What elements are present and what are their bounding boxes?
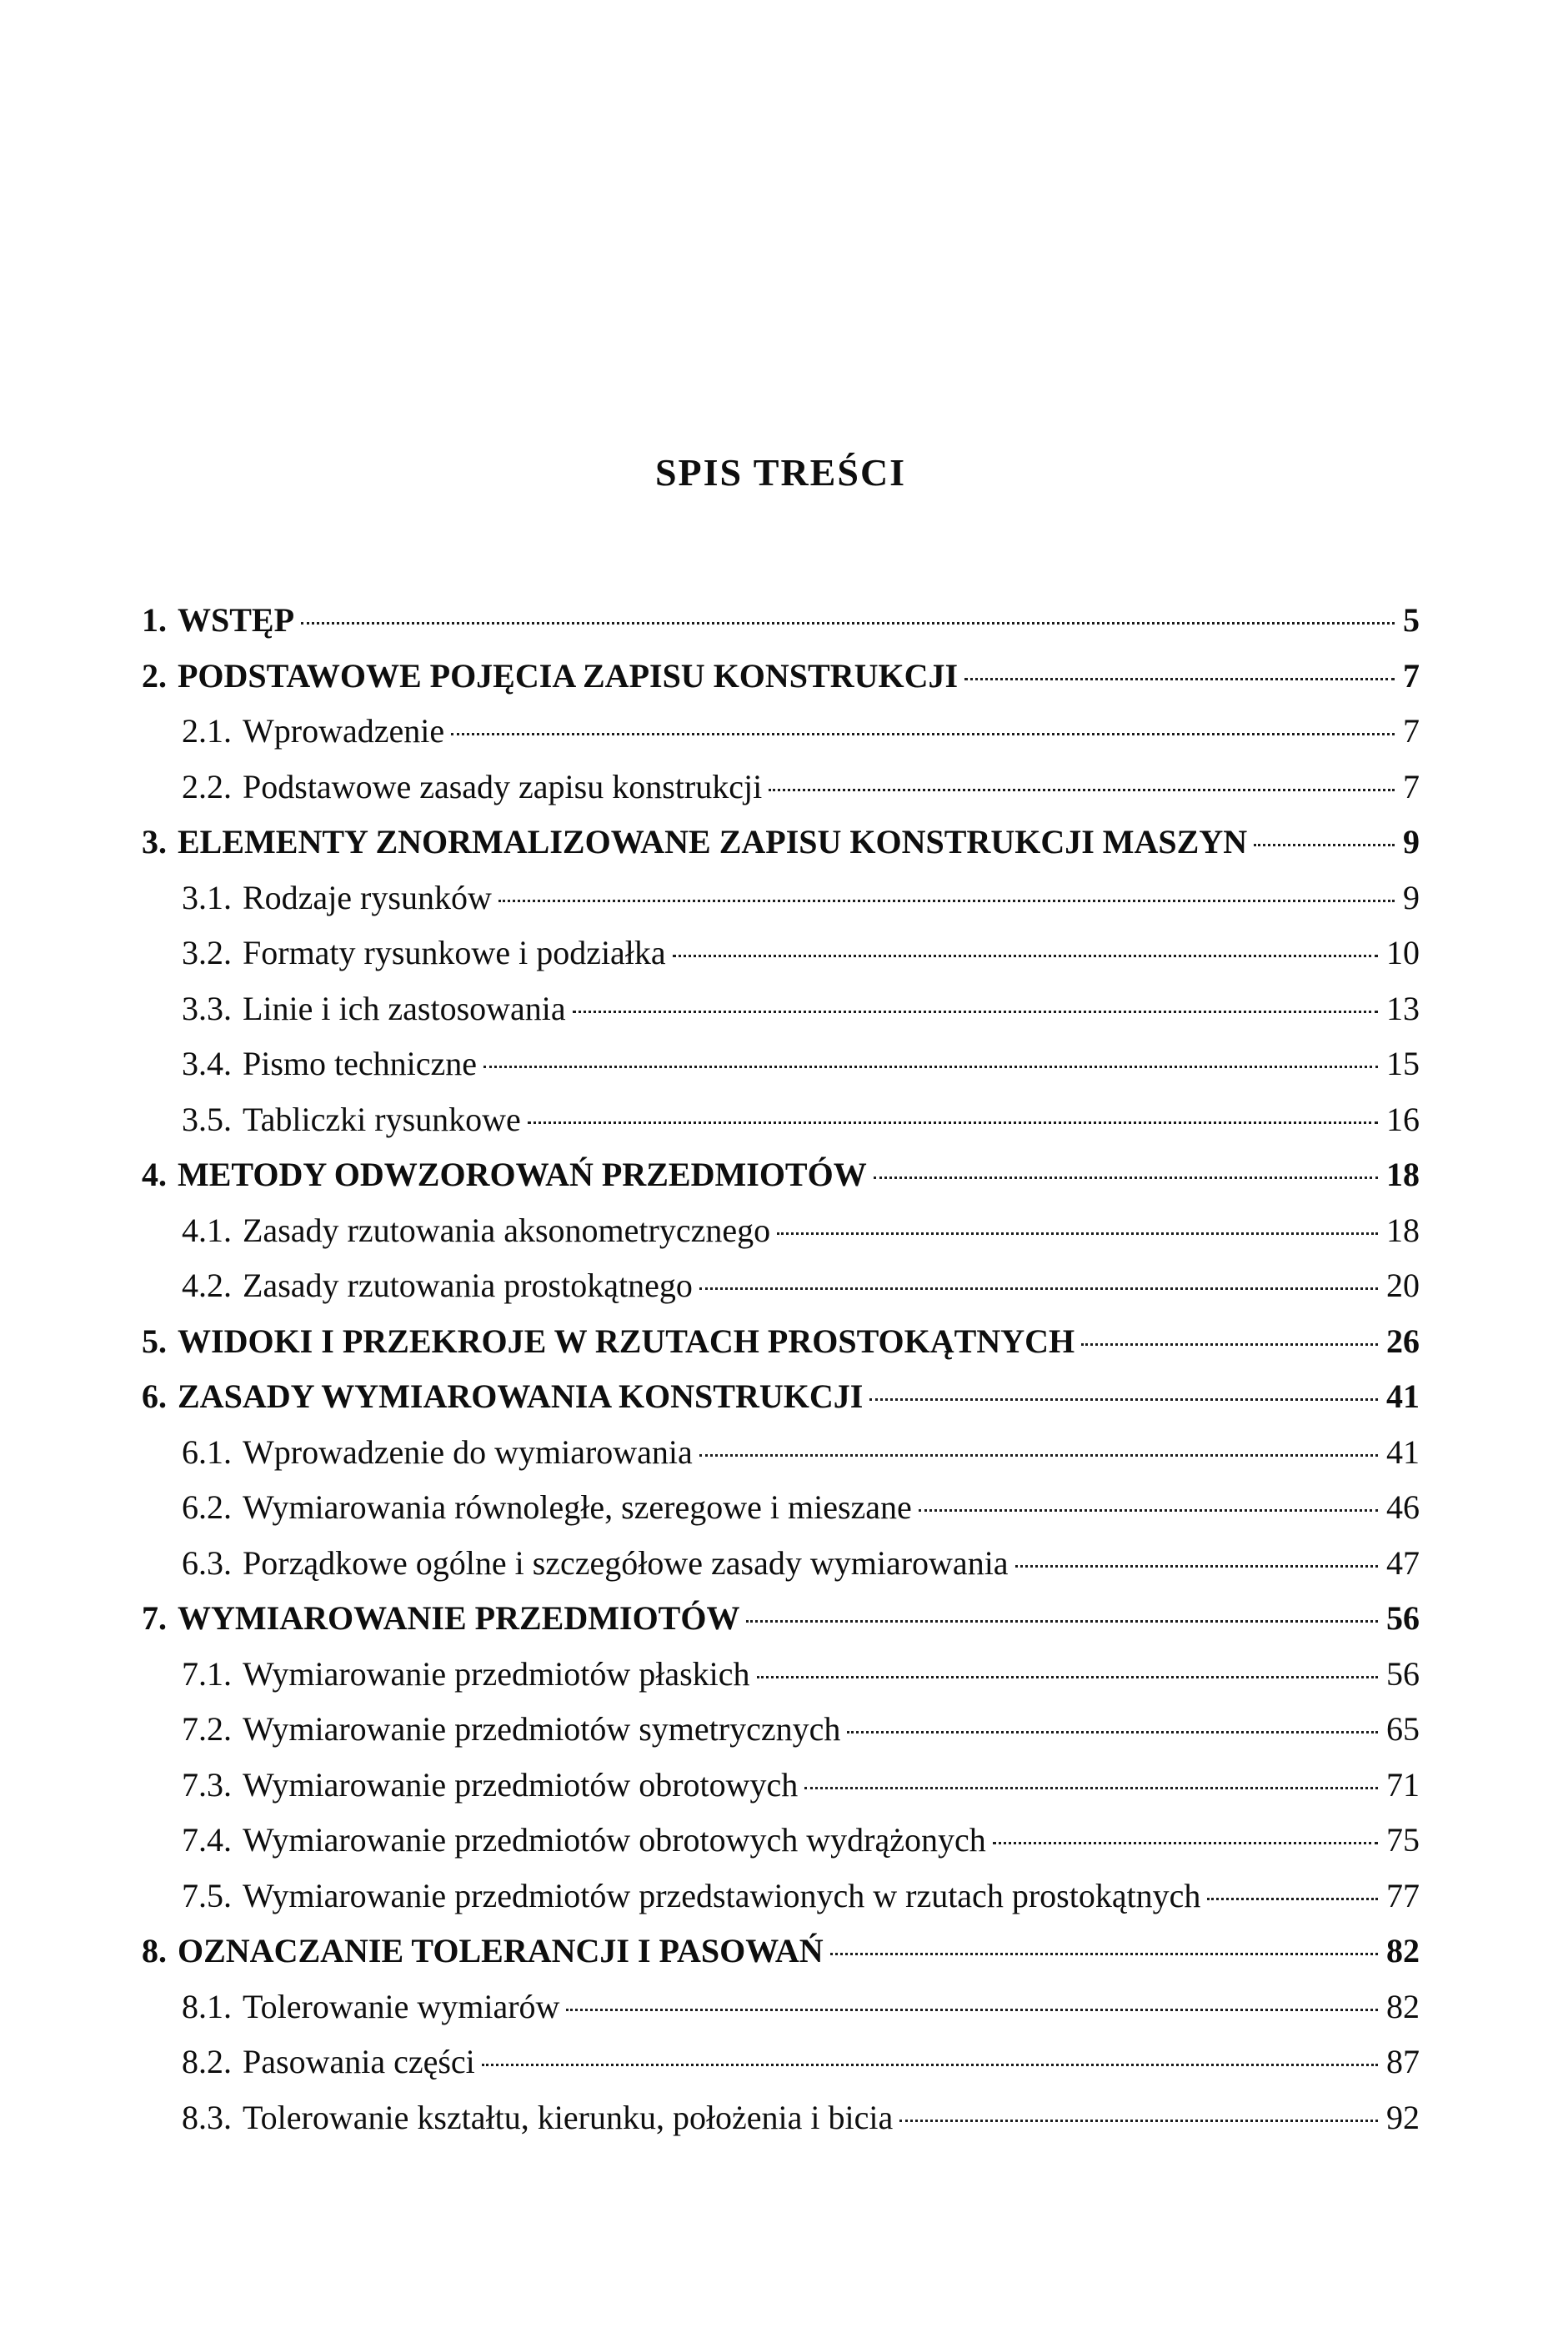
toc-entry	[142, 1147, 1420, 1203]
toc-entry	[142, 981, 1420, 1037]
toc-entry-page: 9	[1403, 878, 1420, 916]
toc-entry	[142, 2034, 1420, 2090]
toc-entry-number: 3.	[142, 823, 167, 860]
toc-entry	[142, 593, 1420, 649]
toc-entry	[142, 1702, 1420, 1758]
toc-entry	[142, 760, 1420, 815]
toc-entry-page: 65	[1386, 1710, 1420, 1748]
toc-entry	[142, 1425, 1420, 1481]
dot-leader	[699, 1287, 1378, 1290]
toc-entry-page: 7	[1403, 656, 1420, 695]
toc-entry-page: 82	[1386, 1987, 1420, 2025]
toc-entry-number: 3.4.	[182, 1045, 232, 1082]
toc-entry-number: 4.1.	[182, 1211, 232, 1249]
toc-entry-title: ELEMENTY ZNORMALIZOWANE ZAPISU KONSTRUKCJI MASZYN	[178, 823, 1248, 860]
toc-entry	[142, 1869, 1420, 1924]
toc-entry-page: 87	[1386, 2043, 1420, 2080]
dot-leader	[673, 955, 1378, 957]
dot-leader	[874, 1177, 1378, 1179]
toc-entry	[142, 1369, 1420, 1425]
toc-entry-number: 8.2.	[182, 2043, 232, 2080]
toc-entry-number: 7.	[142, 1599, 167, 1637]
toc-entry-title: Podstawowe zasady zapisu konstrukcji	[243, 767, 763, 805]
toc-entry-title: WYMIAROWANIE PRZEDMIOTÓW	[178, 1599, 740, 1637]
toc-entry-number: 3.5.	[182, 1100, 232, 1138]
dot-leader	[1015, 1565, 1378, 1568]
toc-entry-number: 7.4.	[182, 1821, 232, 1859]
toc-entry-title: METODY ODWZOROWAŃ PRZEDMIOTÓW	[178, 1156, 867, 1193]
toc-entry-page: 82	[1386, 1932, 1420, 1969]
dot-leader	[869, 1398, 1378, 1401]
toc-entry-title: Wymiarowanie przedmiotów przedstawionych w rzutach prostokątnych	[243, 1876, 1201, 1914]
toc-entry-page: 15	[1386, 1045, 1420, 1082]
toc-entry-number: 4.	[142, 1156, 167, 1193]
toc-entry	[142, 704, 1420, 760]
toc-entry-page: 56	[1386, 1599, 1420, 1637]
toc-entry-number: 8.1.	[182, 1987, 232, 2025]
toc-entry-page: 71	[1386, 1765, 1420, 1804]
toc-entry	[142, 1480, 1420, 1536]
toc-list	[142, 593, 1420, 2145]
toc-entry-number: 6.2.	[182, 1488, 232, 1526]
toc-entry-page: 75	[1386, 1821, 1420, 1859]
toc-entry-number: 7.2.	[182, 1710, 232, 1748]
toc-entry-title: Rodzaje rysunków	[243, 878, 492, 916]
toc-entry-number: 4.2.	[182, 1267, 232, 1304]
toc-entry-page: 47	[1386, 1543, 1420, 1582]
dot-leader	[498, 900, 1395, 902]
dot-leader	[566, 2009, 1378, 2011]
dot-leader	[301, 622, 1395, 625]
toc-entry	[142, 1314, 1420, 1370]
toc-entry-page: 92	[1386, 2098, 1420, 2136]
toc-entry-number: 2.	[142, 656, 167, 695]
dot-leader	[769, 789, 1395, 791]
toc-entry-title: WIDOKI I PRZEKROJE W RZUTACH PROSTOKĄTNYCH	[178, 1322, 1075, 1360]
toc-entry-page: 7	[1403, 767, 1420, 805]
dot-leader	[483, 1066, 1378, 1068]
toc-entry	[142, 1979, 1420, 2035]
toc-entry-title: Formaty rysunkowe i podziałka	[243, 934, 666, 971]
toc-entry-number: 6.1.	[182, 1432, 232, 1471]
toc-entry	[142, 1536, 1420, 1592]
toc-entry-number: 8.	[142, 1932, 167, 1969]
toc-entry-title: Pismo techniczne	[243, 1045, 478, 1082]
toc-entry	[142, 1258, 1420, 1314]
toc-entry-page: 56	[1386, 1654, 1420, 1693]
toc-entry-number: 6.	[142, 1377, 167, 1415]
page-title: SPIS TREŚCI	[654, 451, 907, 494]
toc-entry-page: 77	[1386, 1876, 1420, 1914]
toc-entry	[142, 649, 1420, 705]
toc-entry-page: 7	[1403, 712, 1420, 750]
toc-entry	[142, 815, 1420, 870]
toc-entry-number: 1.	[142, 601, 167, 639]
toc-entry	[142, 870, 1420, 926]
dot-leader	[528, 1121, 1378, 1124]
toc-entry-title: Wprowadzenie do wymiarowania	[243, 1432, 693, 1471]
toc-entry-number: 3.1.	[182, 878, 232, 916]
toc-entry-number: 7.5.	[182, 1876, 232, 1914]
toc-entry-title: Zasady rzutowania prostokątnego	[243, 1267, 693, 1304]
dot-leader	[757, 1676, 1378, 1678]
dot-leader	[964, 678, 1395, 680]
dot-leader	[1254, 844, 1395, 846]
toc-entry-title: Pasowania części	[243, 2043, 475, 2080]
toc-entry-number: 3.3.	[182, 989, 232, 1027]
toc-entry-number: 7.3.	[182, 1765, 232, 1804]
toc-entry-title: Zasady rzutowania aksonometrycznego	[243, 1211, 771, 1249]
toc-entry-title: PODSTAWOWE POJĘCIA ZAPISU KONSTRUKCJI	[178, 656, 959, 695]
dot-leader	[777, 1232, 1378, 1235]
toc-entry	[142, 1924, 1420, 1979]
toc-entry	[142, 1092, 1420, 1148]
toc-entry-title: Wymiarowanie przedmiotów symetrycznych	[243, 1710, 841, 1748]
toc-entry	[142, 1647, 1420, 1703]
toc-entry-title: ZASADY WYMIAROWANIA KONSTRUKCJI	[178, 1377, 864, 1415]
toc-entry-number: 2.2.	[182, 767, 232, 805]
dot-leader	[993, 1842, 1378, 1844]
toc-entry-title: Wymiarowanie przedmiotów obrotowych	[243, 1765, 799, 1804]
toc-entry-title: Wprowadzenie	[243, 712, 445, 750]
dot-leader	[804, 1787, 1378, 1789]
toc-entry-number: 6.3.	[182, 1543, 232, 1582]
toc-entry-number: 5.	[142, 1322, 167, 1360]
dot-leader	[451, 733, 1395, 735]
toc-entry	[142, 1036, 1420, 1092]
toc-entry-title: WSTĘP	[178, 601, 295, 639]
toc-entry-page: 46	[1386, 1488, 1420, 1526]
dot-leader	[482, 2064, 1378, 2066]
toc-entry-page: 13	[1386, 989, 1420, 1027]
toc-entry-title: Porządkowe ogólne i szczegółowe zasady wymiarowania	[243, 1543, 1009, 1582]
dot-leader	[1207, 1898, 1378, 1900]
toc-entry-page: 41	[1386, 1432, 1420, 1471]
toc-entry-title: Tolerowanie kształtu, kierunku, położenia i bicia	[243, 2098, 894, 2136]
toc-entry-title: Tolerowanie wymiarów	[243, 1987, 560, 2025]
toc-entry-page: 41	[1386, 1377, 1420, 1415]
toc-entry	[142, 1591, 1420, 1647]
toc-entry-number: 8.3.	[182, 2098, 232, 2136]
toc-entry-title: Wymiarowanie przedmiotów obrotowych wydrążonych	[243, 1821, 986, 1859]
toc-entry-page: 18	[1386, 1156, 1420, 1193]
dot-leader	[573, 1011, 1378, 1013]
toc-entry-page: 5	[1403, 601, 1420, 639]
dot-leader	[919, 1509, 1378, 1512]
dot-leader	[1081, 1343, 1378, 1346]
toc-entry	[142, 926, 1420, 981]
toc-entry-title: Wymiarowania równoległe, szeregowe i mieszane	[243, 1488, 912, 1526]
toc-entry-title: Wymiarowanie przedmiotów płaskich	[243, 1654, 750, 1693]
toc-entry-title: Tabliczki rysunkowe	[243, 1100, 521, 1138]
toc-entry-page: 26	[1386, 1322, 1420, 1360]
toc-entry-number: 7.1.	[182, 1654, 232, 1693]
dot-leader	[847, 1731, 1378, 1733]
toc-entry-page: 16	[1386, 1100, 1420, 1138]
toc-entry-number: 3.2.	[182, 934, 232, 971]
toc-entry-page: 20	[1386, 1267, 1420, 1304]
toc-entry-number: 2.1.	[182, 712, 232, 750]
dot-leader	[830, 1953, 1378, 1955]
toc-entry	[142, 1203, 1420, 1259]
toc-entry	[142, 1813, 1420, 1869]
dot-leader	[746, 1620, 1378, 1623]
toc-entry-page: 9	[1403, 823, 1420, 860]
dot-leader	[899, 2120, 1378, 2122]
toc-entry	[142, 1758, 1420, 1814]
toc-entry	[142, 2090, 1420, 2146]
toc-entry-page: 10	[1386, 934, 1420, 971]
toc-entry-title: Linie i ich zastosowania	[243, 989, 566, 1027]
toc-entry-page: 18	[1386, 1211, 1420, 1249]
toc-entry-title: OZNACZANIE TOLERANCJI I PASOWAŃ	[178, 1932, 824, 1969]
dot-leader	[699, 1454, 1378, 1457]
